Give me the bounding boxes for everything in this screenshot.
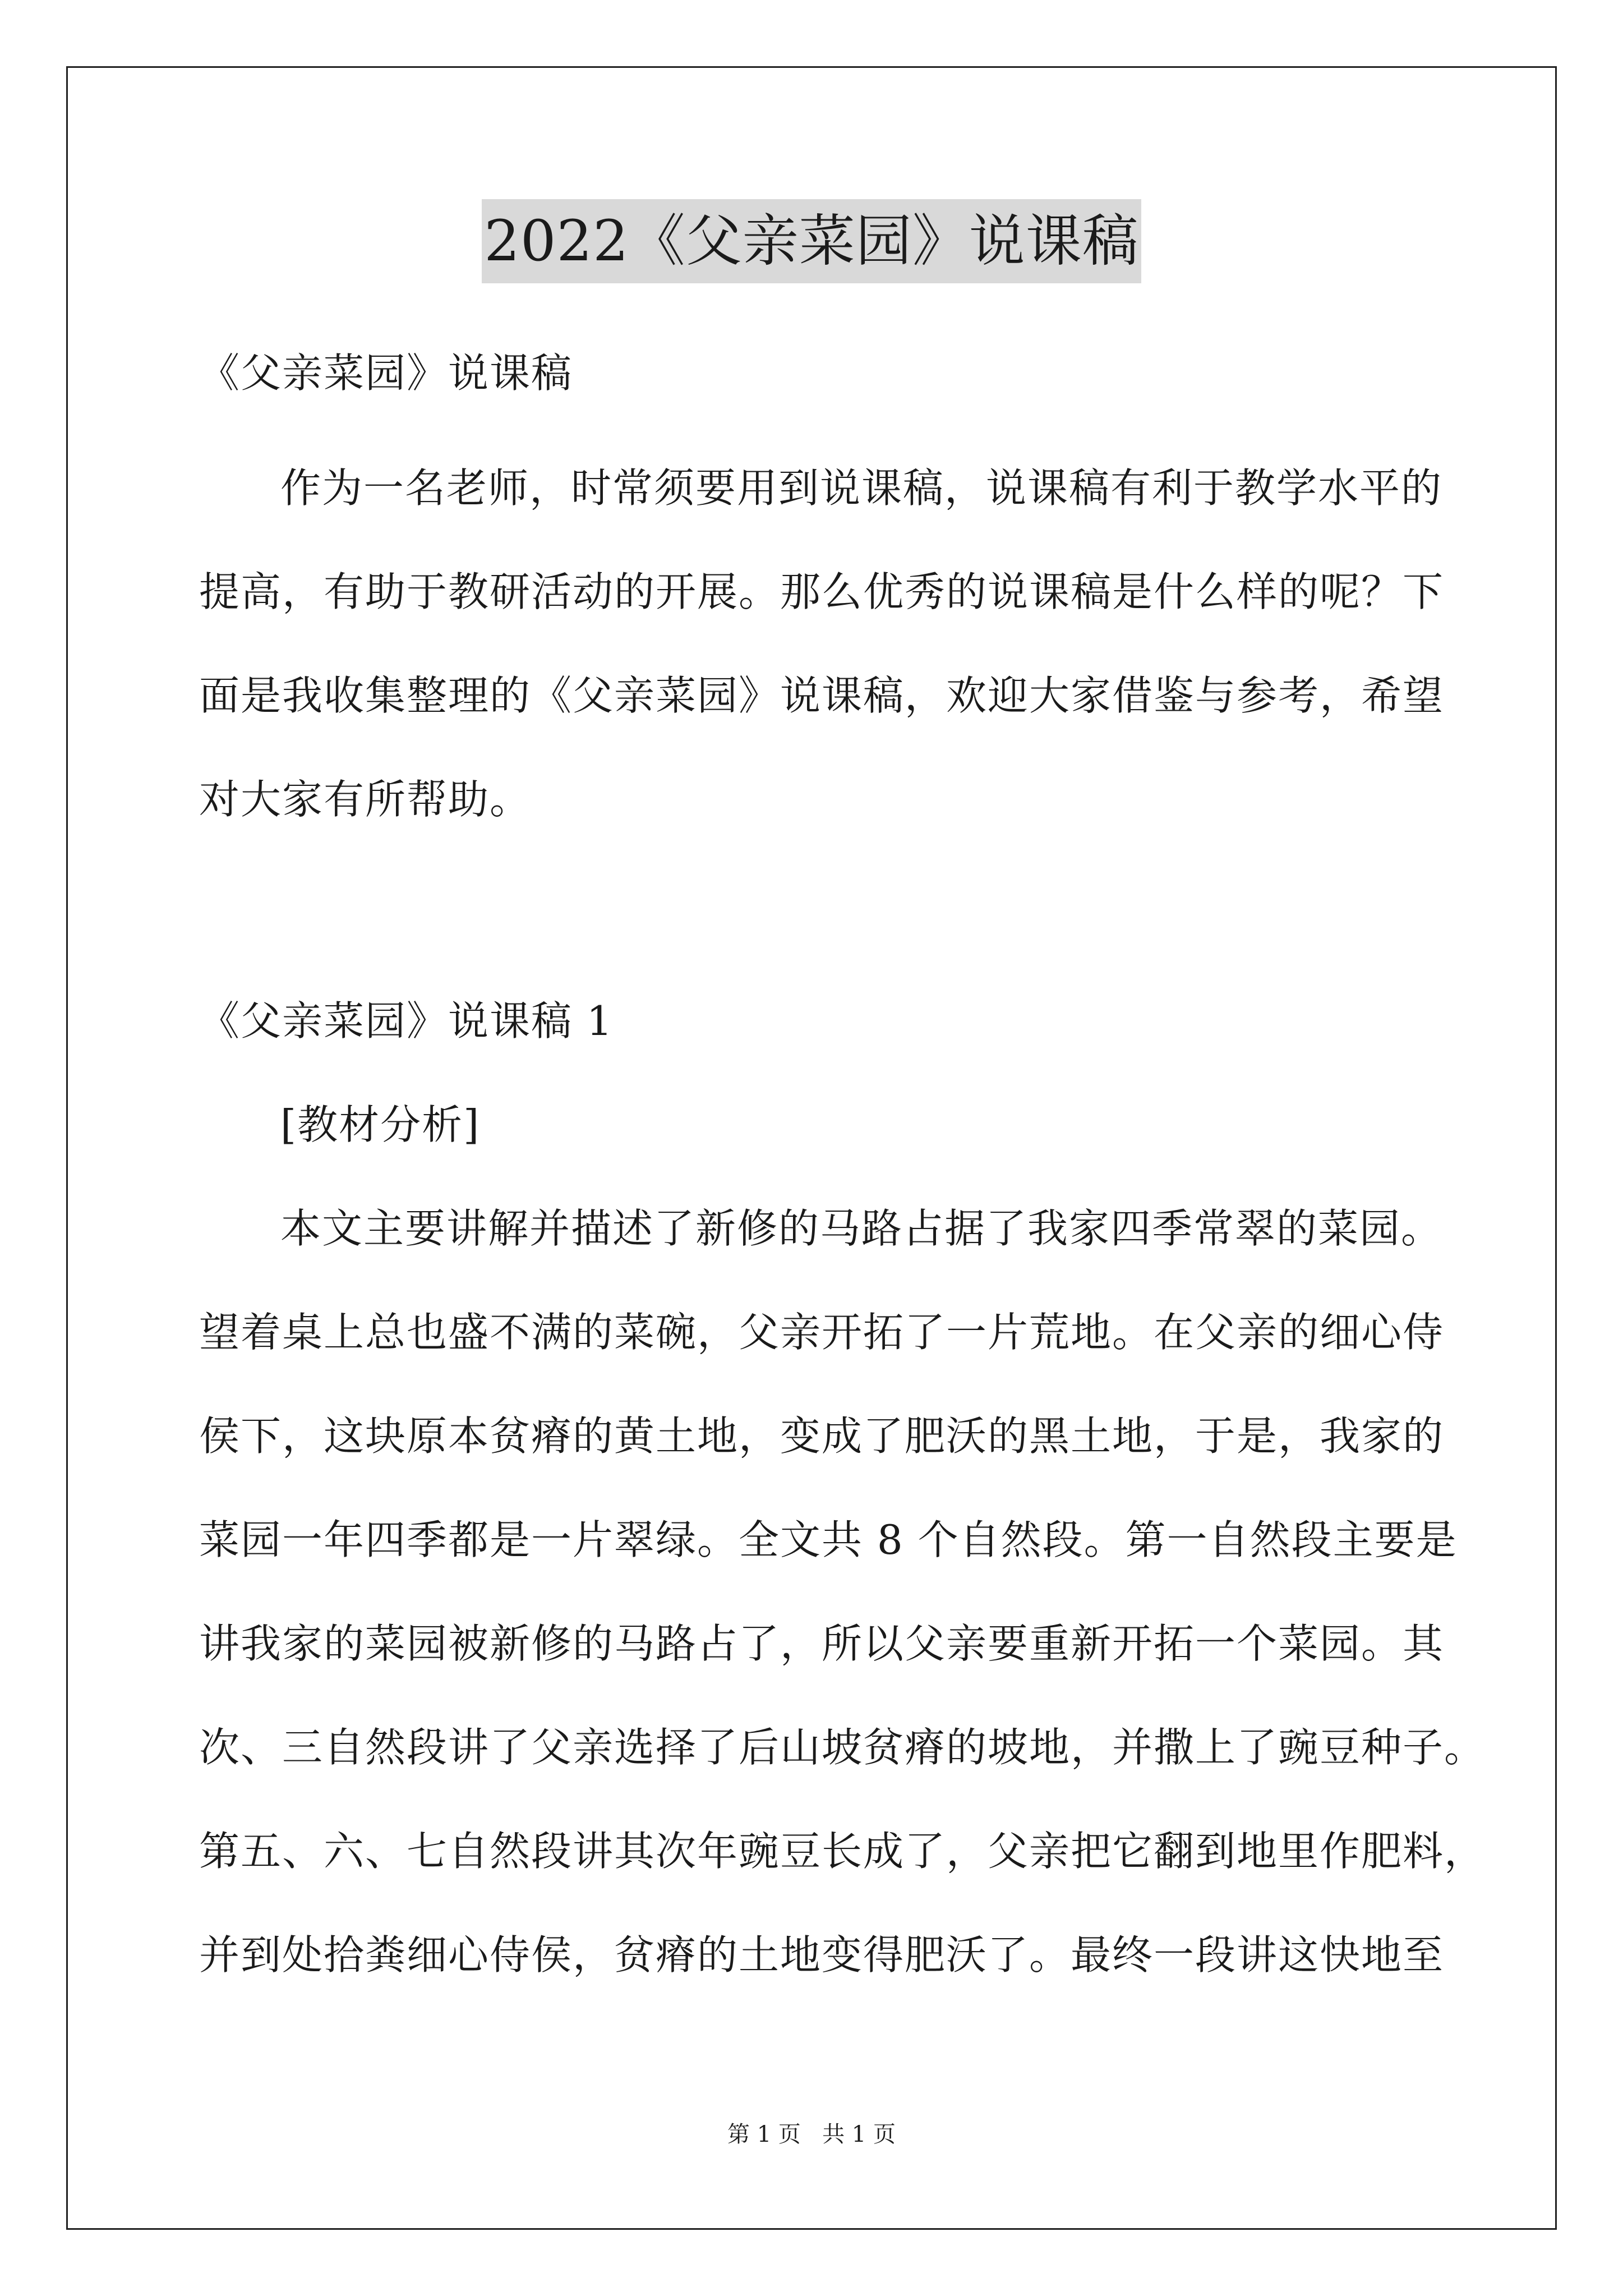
section-title: 《父亲菜园》说课稿 1 (199, 997, 614, 1045)
body-line: 第五、六、七自然段讲其次年豌豆长成了，父亲把它翻到地里作肥料， (199, 1828, 1486, 1875)
body-line: 望着桌上总也盛不满的菜碗，父亲开拓了一片荒地。在父亲的细心侍 (199, 1309, 1445, 1356)
body-line: 本文主要讲解并描述了新修的马路占据了我家四季常翠的菜园。 (280, 1205, 1443, 1252)
body-line: 侯下，这块原本贫瘠的黄土地，变成了肥沃的黑土地，于是，我家的 (199, 1412, 1445, 1460)
body-line: 次、三自然段讲了父亲选择了后山坡贫瘠的坡地，并撒上了豌豆种子。 (199, 1724, 1486, 1771)
intro-line: 面是我收集整理的《父亲菜园》说课稿，欢迎大家借鉴与参考，希望 (199, 672, 1445, 719)
body-line: 并到处拾粪细心侍侯，贫瘠的土地变得肥沃了。最终一段讲这快地至 (199, 1931, 1445, 1978)
body-line: 讲我家的菜园被新修的马路占了，所以父亲要重新开拓一个菜园。其 (199, 1620, 1445, 1667)
page-footer: 第 1 页 共 1 页 (727, 2122, 896, 2147)
document-subtitle: 《父亲菜园》说课稿 (199, 349, 573, 397)
body-line: 菜园一年四季都是一片翠绿。全文共 8 个自然段。第一自然段主要是 (199, 1516, 1458, 1563)
intro-line: 对大家有所帮助。 (199, 776, 532, 823)
intro-line: 提高，有助于教研活动的开展。那么优秀的说课稿是什么样的呢？下 (199, 568, 1445, 615)
intro-line: 作为一名老师，时常须要用到说课稿，说课稿有利于教学水平的 (280, 464, 1443, 512)
title-wrap (0, 199, 1623, 283)
section-heading: [教材分析] (280, 1101, 481, 1148)
document-title: 2022《父亲菜园》说课稿 (482, 199, 1141, 283)
